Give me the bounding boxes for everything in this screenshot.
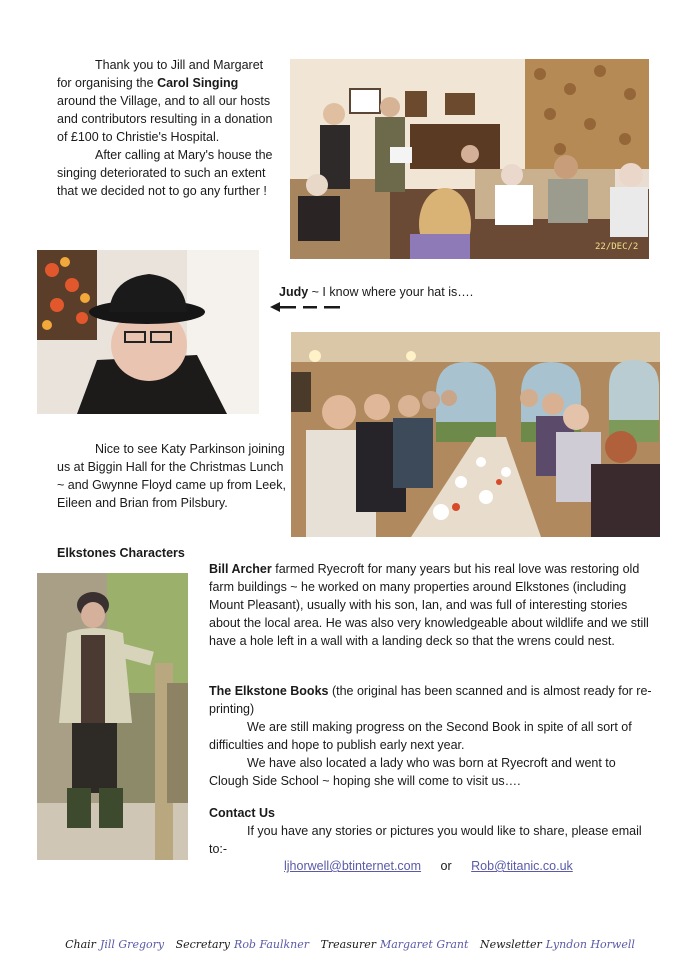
second-book-paragraph: We are still making progress on the Second Book in spite of all sort of difficulties and hope to publish early next year. xyxy=(209,720,632,752)
ryecroft-lady-paragraph: We have also located a lady who was born at Ryecroft and went to Clough Side School ~ hoping she will come to visit us…. xyxy=(209,756,616,788)
judy-caption-text: ~ I know where your hat is…. xyxy=(308,285,474,299)
footer-treasurer-name: Margaret Grant xyxy=(379,938,469,951)
elkstone-books-section xyxy=(209,682,657,790)
elkstone-books-title: The Elkstone Books xyxy=(209,684,329,698)
carol-singers-photo xyxy=(290,59,649,259)
bill-archer-paragraph: Bill Archer farmed Ryecroft for many years but his real love was restoring old farm buildings ~ he worked on many properties around Elkstones (including Mount Pleasant), usually with his son, Ian, and was full of interesting stories about the local area. He was also very knowledgeable about wildlife and we still have a hole left in a wall with a landing deck so that the wrens could nest. xyxy=(209,562,649,648)
bill-archer-photo xyxy=(37,573,188,860)
carol-photo-date-stamp: 22/DEC/2 xyxy=(595,242,639,252)
committee-footer xyxy=(0,938,700,951)
email-link-ljhorwell[interactable]: ljhorwell@btinternet.com xyxy=(284,859,422,873)
carol-singing-bold: Carol Singing xyxy=(157,76,239,90)
carol-singing-paragraph: Thank you to Jill and Margaret for organising the Carol Singing around the Village, and to all our hosts and contributors resulting in a donation of £100 to Christie's Hospital. xyxy=(57,58,273,144)
email-link-rob[interactable]: Rob@titanic.co.uk xyxy=(471,859,573,873)
footer-chair-name: Jill Gregory xyxy=(99,938,165,951)
after-calling-paragraph: After calling at Mary's house the singing deteriorated to such an extent that we decided not to go any further ! xyxy=(57,148,273,198)
footer-chair-label: Chair xyxy=(65,938,96,951)
christmas-lunch-text xyxy=(57,440,287,512)
contact-us-section xyxy=(209,804,657,858)
elkstone-books-intro: The Elkstone Books (the original has been scanned and is almost ready for re-printing) xyxy=(209,684,652,716)
arrow-left-icon xyxy=(270,301,346,313)
christmas-lunch-photo xyxy=(291,332,660,537)
footer-newsletter-label: Newsletter xyxy=(479,938,542,951)
bill-archer-name: Bill Archer xyxy=(209,562,272,576)
footer-secretary-label: Secretary xyxy=(175,938,231,951)
judy-hat-photo xyxy=(37,250,259,414)
christmas-lunch-paragraph: Nice to see Katy Parkinson joining us at Biggin Hall for the Christmas Lunch ~ and Gwynne Floyd came up from Leek, Eileen and Brian from Pilsbury. xyxy=(57,442,286,510)
footer-secretary-name: Rob Faulkner xyxy=(234,938,310,951)
contact-us-heading: Contact Us xyxy=(209,806,275,820)
judy-caption xyxy=(279,285,473,299)
contact-us-text: If you have any stories or pictures you would like to share, please email to:- xyxy=(209,824,642,856)
contact-emails xyxy=(284,857,573,875)
carol-singing-text xyxy=(57,56,279,200)
judy-name: Judy xyxy=(279,285,309,299)
footer-treasurer-label: Treasurer xyxy=(320,938,376,951)
bill-archer-text xyxy=(209,560,657,650)
elkstones-characters-heading: Elkstones Characters xyxy=(57,546,185,560)
footer-newsletter-name: Lyndon Horwell xyxy=(545,938,635,951)
email-or-text: or xyxy=(440,859,452,873)
